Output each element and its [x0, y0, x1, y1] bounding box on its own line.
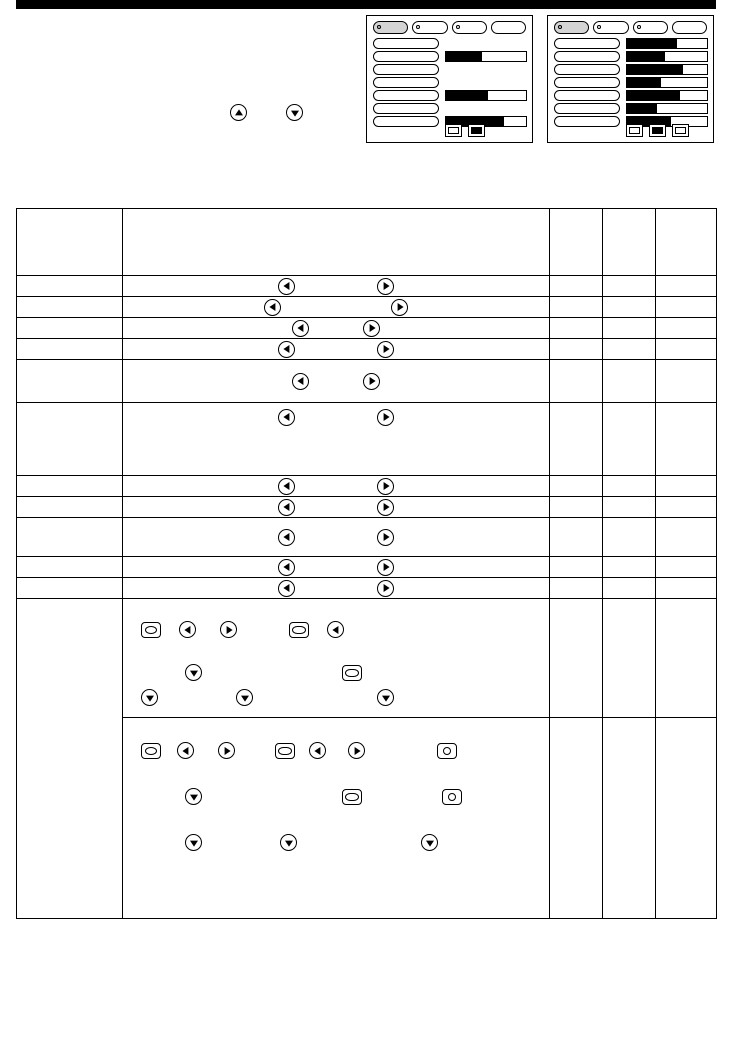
- arrow-down-key-icon[interactable]: [377, 689, 394, 706]
- osd-menu-item[interactable]: [373, 90, 439, 101]
- row-n2: [603, 718, 656, 919]
- arrow-left-key-icon[interactable]: [278, 529, 295, 546]
- arrow-down-key-icon[interactable]: [185, 664, 202, 681]
- osd-menu-item[interactable]: [373, 116, 439, 127]
- osd-tab-dot-icon: [416, 25, 420, 29]
- arrow-right-key-icon[interactable]: [377, 529, 394, 546]
- row-n3: [656, 518, 717, 557]
- row-n1: [550, 403, 603, 476]
- osd-tab-dot-icon: [637, 25, 641, 29]
- row-n3: [656, 557, 717, 578]
- arrow-down-key-icon[interactable]: [185, 834, 202, 851]
- row-label: [17, 318, 123, 339]
- row-n3: [656, 497, 717, 518]
- osd-menu-item[interactable]: [554, 77, 620, 88]
- osd-value-bars: [626, 38, 708, 129]
- osd-tab-3[interactable]: [452, 21, 487, 34]
- table-row: [17, 318, 717, 339]
- arrow-left-key-icon[interactable]: [292, 373, 309, 390]
- row-n1: [550, 318, 603, 339]
- row-n3: [656, 276, 717, 297]
- osd-tab-dot-icon: [558, 25, 562, 29]
- header-cell-label: [17, 209, 123, 276]
- osd-tab-2[interactable]: [412, 21, 447, 34]
- row-n3: [656, 476, 717, 497]
- row-label: [17, 557, 123, 578]
- row-body: [123, 578, 550, 599]
- arrow-left-key-icon[interactable]: [177, 742, 194, 759]
- page-top-rule: [16, 0, 716, 9]
- screen-icon-wide[interactable]: [342, 789, 362, 805]
- row-n2: [603, 578, 656, 599]
- screen-icon-wide[interactable]: [289, 622, 309, 638]
- osd-panel-left: [366, 15, 533, 143]
- screen-icon-narrow[interactable]: [442, 789, 462, 805]
- osd-menu-item[interactable]: [373, 51, 439, 62]
- row-n2: [603, 497, 656, 518]
- osd-bar[interactable]: [626, 51, 708, 62]
- osd-bar: [445, 38, 527, 49]
- arrow-left-key-icon[interactable]: [179, 621, 196, 638]
- table-row: [17, 360, 717, 403]
- arrow-up-key-icon[interactable]: [230, 104, 247, 121]
- row-body-complex-a: [123, 599, 550, 718]
- osd-bar[interactable]: [626, 90, 708, 101]
- row-n2: [603, 297, 656, 318]
- arrow-left-key-icon[interactable]: [264, 299, 281, 316]
- osd-bar: [445, 77, 527, 88]
- arrow-left-key-icon[interactable]: [278, 278, 295, 295]
- table-row-complex-a: [17, 599, 717, 718]
- table-row: [17, 518, 717, 557]
- screen-icon[interactable]: [626, 124, 643, 137]
- row-n1: [550, 360, 603, 403]
- row-label: [17, 276, 123, 297]
- row-body: [123, 276, 550, 297]
- row-label: [17, 518, 123, 557]
- screen-icon[interactable]: [672, 124, 689, 137]
- row-n2: [603, 339, 656, 360]
- arrow-right-key-icon[interactable]: [377, 580, 394, 597]
- table-row: [17, 339, 717, 360]
- row-label: [17, 578, 123, 599]
- arrow-left-key-icon[interactable]: [292, 320, 309, 337]
- osd-tab-2[interactable]: [593, 21, 628, 34]
- osd-menu-item[interactable]: [554, 90, 620, 101]
- osd-tab-strip: [554, 21, 707, 34]
- screen-icon[interactable]: [445, 124, 462, 137]
- row-n1: [550, 339, 603, 360]
- row-n3: [656, 403, 717, 476]
- table-row: [17, 557, 717, 578]
- row-body: [123, 339, 550, 360]
- row-n1: [550, 497, 603, 518]
- row-label: [17, 403, 123, 476]
- row-n2: [603, 518, 656, 557]
- screen-icon-narrow[interactable]: [437, 743, 457, 759]
- osd-menu-item[interactable]: [554, 103, 620, 114]
- table-header-row: [17, 209, 717, 276]
- osd-menu-list: [554, 38, 620, 129]
- arrow-left-key-icon[interactable]: [327, 621, 344, 638]
- arrow-down-key-icon[interactable]: [236, 689, 253, 706]
- arrow-left-key-icon[interactable]: [278, 409, 295, 426]
- row-n3: [656, 718, 717, 919]
- row-n2: [603, 276, 656, 297]
- osd-value-bars: [445, 38, 527, 129]
- arrow-right-key-icon[interactable]: [391, 299, 408, 316]
- arrow-right-key-icon[interactable]: [363, 373, 380, 390]
- arrow-down-key-icon[interactable]: [286, 104, 303, 121]
- osd-panel-right: [547, 15, 714, 143]
- osd-menu-item[interactable]: [373, 64, 439, 75]
- table-row: [17, 403, 717, 476]
- arrow-right-key-icon[interactable]: [377, 278, 394, 295]
- arrow-right-key-icon[interactable]: [377, 478, 394, 495]
- row-n1: [550, 476, 603, 497]
- row-n2: [603, 599, 656, 718]
- row-n2: [603, 318, 656, 339]
- arrow-right-key-icon[interactable]: [348, 742, 365, 759]
- row-n3: [656, 599, 717, 718]
- screen-icon[interactable]: [141, 622, 161, 638]
- header-cell-body: [123, 209, 550, 276]
- screen-icon-wide[interactable]: [275, 743, 295, 759]
- row-n2: [603, 557, 656, 578]
- row-n1: [550, 557, 603, 578]
- osd-menu-item[interactable]: [554, 51, 620, 62]
- row-body: [123, 497, 550, 518]
- arrow-left-key-icon[interactable]: [278, 580, 295, 597]
- arrow-down-key-icon[interactable]: [185, 788, 202, 805]
- arrow-down-key-icon[interactable]: [141, 689, 158, 706]
- osd-tab-dot-icon: [377, 25, 381, 29]
- row-body: [123, 297, 550, 318]
- row-label: [17, 339, 123, 360]
- osd-tab-dot-icon: [597, 25, 601, 29]
- row-n3: [656, 360, 717, 403]
- row-body: [123, 518, 550, 557]
- header-cell-n3: [656, 209, 717, 276]
- row-n1: [550, 518, 603, 557]
- arrow-down-key-icon[interactable]: [280, 834, 297, 851]
- row-body: [123, 318, 550, 339]
- table-row: [17, 297, 717, 318]
- arrow-right-key-icon[interactable]: [363, 320, 380, 337]
- row-body: [123, 360, 550, 403]
- osd-menu-item[interactable]: [373, 77, 439, 88]
- osd-menu-item[interactable]: [373, 38, 439, 49]
- arrow-left-key-icon[interactable]: [278, 559, 295, 576]
- row-n2: [603, 403, 656, 476]
- row-body: [123, 403, 550, 476]
- row-label: [17, 476, 123, 497]
- table-row: [17, 476, 717, 497]
- top-key-row: [230, 104, 350, 124]
- settings-table: [16, 208, 717, 919]
- row-label: [17, 360, 123, 403]
- row-body-complex-b: [123, 718, 550, 919]
- arrow-right-key-icon[interactable]: [220, 621, 237, 638]
- osd-tab-dot-icon: [456, 25, 460, 29]
- row-n1: [550, 599, 603, 718]
- osd-bar[interactable]: [445, 90, 527, 101]
- osd-menu-item[interactable]: [373, 103, 439, 114]
- osd-menu-item[interactable]: [554, 38, 620, 49]
- row-n3: [656, 339, 717, 360]
- arrow-left-key-icon[interactable]: [309, 742, 326, 759]
- row-n2: [603, 360, 656, 403]
- row-n3: [656, 578, 717, 599]
- row-n1: [550, 718, 603, 919]
- arrow-down-key-icon[interactable]: [421, 834, 438, 851]
- osd-menu-item[interactable]: [554, 116, 620, 127]
- screen-icon-solid[interactable]: [649, 124, 666, 137]
- row-n1: [550, 276, 603, 297]
- row-n1: [550, 578, 603, 599]
- osd-tab-1[interactable]: [554, 21, 589, 34]
- osd-bar[interactable]: [445, 51, 527, 62]
- osd-bar[interactable]: [626, 64, 708, 75]
- osd-menu-item[interactable]: [554, 64, 620, 75]
- arrow-left-key-icon[interactable]: [278, 478, 295, 495]
- row-n1: [550, 297, 603, 318]
- arrow-left-key-icon[interactable]: [278, 341, 295, 358]
- osd-tab-strip: [373, 21, 526, 34]
- row-body: [123, 557, 550, 578]
- header-cell-n1: [550, 209, 603, 276]
- osd-bar: [445, 64, 527, 75]
- screen-icon-wide[interactable]: [342, 665, 362, 681]
- osd-tab-4[interactable]: [672, 21, 707, 34]
- osd-bar[interactable]: [626, 38, 708, 49]
- arrow-left-key-icon[interactable]: [278, 499, 295, 516]
- screen-icon[interactable]: [141, 743, 161, 759]
- row-n3: [656, 318, 717, 339]
- osd-bar[interactable]: [626, 77, 708, 88]
- row-body: [123, 476, 550, 497]
- arrow-right-key-icon[interactable]: [377, 499, 394, 516]
- arrow-right-key-icon[interactable]: [377, 559, 394, 576]
- arrow-right-key-icon[interactable]: [218, 742, 235, 759]
- osd-footer-buttons: [445, 124, 485, 137]
- osd-menu-list: [373, 38, 439, 129]
- row-n2: [603, 476, 656, 497]
- arrow-right-key-icon[interactable]: [377, 409, 394, 426]
- row-label: [17, 497, 123, 518]
- screen-icon-solid[interactable]: [468, 124, 485, 137]
- osd-tab-3[interactable]: [633, 21, 668, 34]
- osd-footer-buttons: [626, 124, 689, 137]
- osd-tab-1[interactable]: [373, 21, 408, 34]
- osd-bar: [445, 103, 527, 114]
- table-row: [17, 578, 717, 599]
- osd-bar[interactable]: [626, 103, 708, 114]
- row-label-complex: [17, 599, 123, 919]
- osd-tab-4[interactable]: [491, 21, 526, 34]
- row-n3: [656, 297, 717, 318]
- arrow-right-key-icon[interactable]: [377, 341, 394, 358]
- row-label: [17, 297, 123, 318]
- table-row: [17, 497, 717, 518]
- header-cell-n2: [603, 209, 656, 276]
- table-row: [17, 276, 717, 297]
